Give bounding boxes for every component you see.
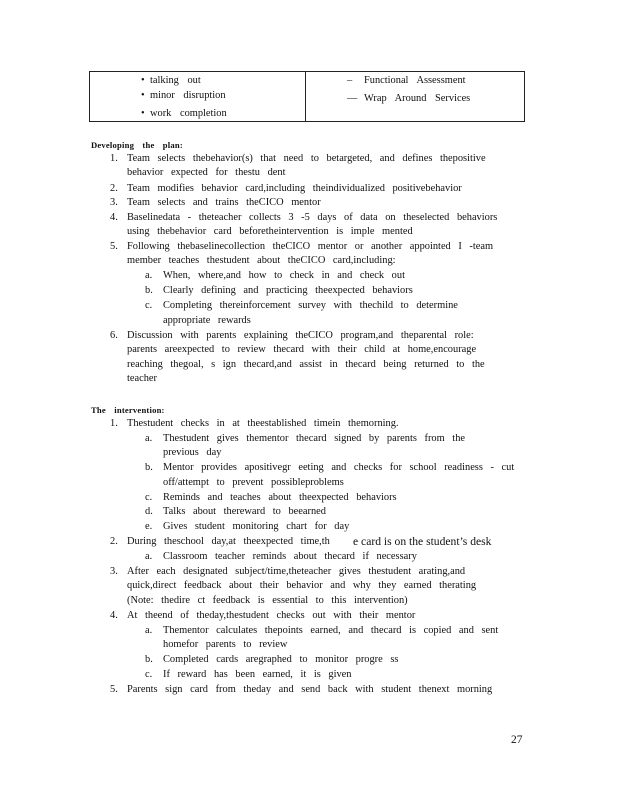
list-number: 6. (110, 330, 118, 341)
list-item-text: Thestudent gives thementor thecard signed by parents from the (163, 433, 465, 444)
list-item-text: Following thebaselinecollection theCICO mentor or another appointed I -team (127, 241, 494, 252)
list-number: 3. (110, 566, 118, 577)
list-item-text: parents areexpected to review thecard with their child at home,encourage (127, 344, 477, 355)
list-item-text: At theend of theday,thestudent checks out with their mentor (127, 610, 416, 621)
list-item: • minor disruption (141, 90, 226, 101)
list-item-text: Mentor provides apositivegr eeting and checks for school readiness - cut (163, 462, 515, 473)
list-item-text: reaching thegoal, s ign thecard,and assist in thecard being returned to the (127, 359, 485, 370)
list-item-text: (Note: thedire ct feedback is essential to this intervention) (127, 595, 408, 606)
list-number: 1. (110, 153, 118, 164)
table-left-cell (90, 72, 306, 122)
list-item-text: If reward has been earned, it is given (163, 669, 352, 680)
list-number: 3. (110, 197, 118, 208)
list-item: • work completion (141, 108, 227, 119)
section-heading-intervention: The intervention: (91, 405, 165, 415)
support-table (89, 71, 525, 122)
list-item-text: Discussion with parents explaining theCICO program,and theparental role: (127, 330, 474, 341)
page-number: 27 (511, 734, 523, 746)
list-letter: b. (145, 285, 153, 296)
list-item-text: Parents sign card from theday and send back with student thenext morning (127, 684, 493, 695)
list-item-text: Gives student monitoring chart for day (163, 521, 350, 532)
list-item-text: Classroom teacher reminds about thecard if necessary (163, 551, 417, 562)
list-number: 2. (110, 183, 118, 194)
table-right-cell (306, 72, 525, 122)
list-item-text: After each designated subject/time,theteacher gives thestudent arating,and (127, 566, 466, 577)
list-item-text: off/attempt to prevent possibleproblems (163, 477, 344, 488)
list-item-text: behavior expected for thestu dent (127, 167, 286, 178)
list-letter: b. (145, 654, 153, 665)
list-number: 2. (110, 536, 118, 547)
list-letter: a. (145, 270, 153, 281)
list-letter: e. (145, 521, 153, 532)
list-number: 4. (110, 212, 118, 223)
list-item-text: Team modifies behavior card,including theindividualized positivebehavior (127, 183, 462, 194)
list-item-text: teacher (127, 373, 157, 384)
list-item-text: member teaches thestudent about theCICO card,including: (127, 255, 396, 266)
list-letter: a. (145, 433, 153, 444)
list-item-text: When, where,and how to check in and check out (163, 270, 405, 281)
list-letter: c. (145, 492, 153, 503)
section-heading-developing: Developing the plan: (91, 140, 183, 150)
list-item-text: appropriate rewards (163, 315, 251, 326)
list-number: 1. (110, 418, 118, 429)
list-item-text: Reminds and teaches about theexpected behaviors (163, 492, 397, 503)
list-item-text: Thestudent checks in at theestablished timein themorning. (127, 418, 399, 429)
list-item-text: Team selects thebehavior(s) that need to betargeted, and defines thepositive (127, 153, 486, 164)
list-item-text: Talks about thereward to beearned (163, 506, 326, 517)
list-item-text: quick,direct feedback about their behavior and why they earned therating (127, 580, 477, 591)
list-letter: a. (145, 551, 153, 562)
list-item-text: Team selects and trains theCICO mentor (127, 197, 321, 208)
list-number: 5. (110, 684, 118, 695)
list-letter: c. (145, 669, 153, 680)
list-item-text: using thebehavior card beforetheintervention is imple mented (127, 226, 413, 237)
list-number: 4. (110, 610, 118, 621)
list-number: 5. (110, 241, 118, 252)
list-letter: a. (145, 625, 153, 636)
list-item-text: homefor parents to review (163, 639, 288, 650)
list-letter: c. (145, 300, 153, 311)
list-item-text: Thementor calculates thepoints earned, and thecard is copied and sent (163, 625, 499, 636)
list-item: — Wrap Around Services (347, 93, 471, 104)
list-item-text: Completed cards aregraphed to monitor progre ss (163, 654, 399, 665)
list-item-text: Clearly defining and practicing theexpected behaviors (163, 285, 413, 296)
list-item-text: Baselinedata - theteacher collects 3 -5 days of data on theselected behaviors (127, 212, 498, 223)
list-item: • talking out (141, 75, 201, 86)
list-letter: b. (145, 462, 153, 473)
list-item-text: During theschool day,at theexpected time,th (127, 536, 330, 547)
list-item-text: e card is on the student’s desk (353, 535, 492, 548)
list-item: – Functional Assessment (347, 75, 466, 86)
list-letter: d. (145, 506, 153, 517)
list-item-text: Completing thereinforcement survey with thechild to determine (163, 300, 458, 311)
list-item-text: previous day (163, 447, 222, 458)
